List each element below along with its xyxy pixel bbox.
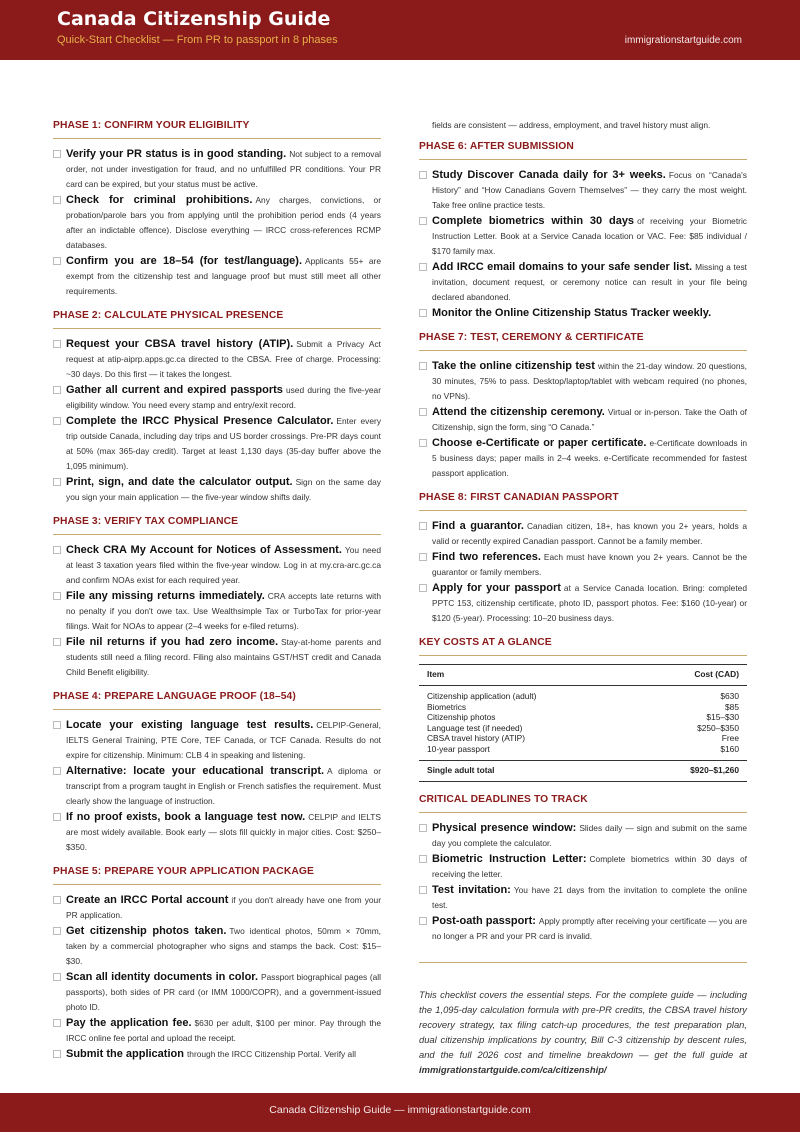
checklist-item	[419, 821, 747, 851]
checkbox-icon[interactable]	[419, 553, 427, 561]
checkbox-icon[interactable]	[419, 408, 427, 416]
checklist-item-text: Not subject to a removal order, not under investigation for fraud, and no unfulfilled PR conditions. Your PR card can be expired, but your status must be active.	[66, 149, 381, 189]
checklist-item-title: Verify your PR status is in good standing.	[66, 148, 287, 160]
cost-value: $250–$350	[697, 722, 739, 733]
checklist-item-text: e-Certificate downloads in 5 business days; paper mails in 2–4 weeks. e-Certificate recommended for fastest passport application.	[432, 438, 747, 478]
checkbox-icon[interactable]	[53, 767, 61, 775]
checklist-item-title: Create an IRCC Portal account	[66, 894, 229, 906]
phase-title: PHASE 2: CALCULATE PHYSICAL PRESENCE	[53, 306, 381, 329]
checkbox-icon[interactable]	[419, 439, 427, 447]
checklist-item	[53, 193, 381, 253]
checklist-item-text: You need at least 3 taxation years filed within the five-year window. Log in at my.cra-arc.gc.ca and confirm NOAs exist for each required year.	[66, 545, 381, 585]
checklist-item-text: You have 21 days from the invitation to complete the online test.	[432, 884, 747, 910]
cost-item: CBSA travel history (ATIP)	[427, 733, 526, 743]
checklist-item-title: Take the online citizenship test	[432, 360, 595, 372]
checklist-item-title: Submit the application	[66, 1048, 184, 1060]
checkbox-icon[interactable]	[53, 257, 61, 265]
page-title: Canada Citizenship Guide	[57, 8, 331, 30]
checklist-item-title: Biometric Instruction Letter:	[432, 852, 587, 865]
checklist-item-title: Complete the IRCC Physical Presence Calculator.	[66, 415, 334, 427]
closing-note-text: This checklist covers the essential steps. For the complete guide — including the 1,095-day calculation formula with pre-PR credits, the CBSA travel history recovery strategy, tax filing catch-up procedures, the test preparation plan, dual citizenship implications by country, Bill C-3 citizenship by descent rules, and the full 2026 cost and timeline breakdown — get the full guide at	[419, 988, 747, 1060]
checkbox-icon[interactable]	[53, 896, 61, 904]
checklist-item-title: Pay the application fee.	[66, 1017, 192, 1029]
checklist-item	[53, 414, 381, 474]
checklist-item	[419, 168, 747, 213]
phase-section	[53, 862, 381, 1062]
checklist-item-text: Submit a Privacy Act request at atip-aiprp.apps.gc.ca directed to the CBSA. Free of charge. Processing: ~30 days. Do this first — it takes the longest.	[66, 339, 381, 379]
costs-table-header	[419, 665, 747, 686]
checklist-item	[419, 581, 747, 626]
deadlines-list	[419, 821, 747, 944]
checklist-item	[53, 1047, 381, 1062]
checkbox-icon[interactable]	[53, 1019, 61, 1027]
deadlines-section	[419, 790, 747, 944]
left-column	[53, 116, 381, 1069]
checklist-item	[419, 214, 747, 259]
costs-total-row	[419, 761, 747, 782]
checklist-item	[53, 475, 381, 505]
checklist-item	[419, 359, 747, 404]
cost-item: 10-year passport	[427, 743, 490, 754]
checklist-item	[53, 147, 381, 192]
phase-title: PHASE 3: VERIFY TAX COMPLIANCE	[53, 512, 381, 535]
checklist-item-text: Focus on “Canada's History” and “How Canadians Govern Themselves” — they carry the most weight. Take free online practice tests.	[432, 170, 747, 210]
checklist-item	[419, 914, 747, 944]
checklist-item-title: Choose e-Certificate or paper certificate.	[432, 437, 647, 449]
phase-section	[419, 488, 747, 626]
checkbox-icon[interactable]	[419, 171, 427, 179]
checkbox-icon[interactable]	[419, 824, 427, 832]
checkbox-icon[interactable]	[419, 855, 427, 863]
phase-title: PHASE 7: TEST, CEREMONY & CERTIFICATE	[419, 328, 747, 351]
checklist-item-text: A diploma or transcript from a program taught in English or French satisfies the requirement. Must clearly show the language of instruction.	[66, 766, 381, 806]
right-column	[419, 118, 747, 1077]
phase-section	[419, 328, 747, 481]
checklist-item-text: CRA accepts late returns with no penalty if you don't owe tax. Use Wealthsimple Tax or TurboTax for prior-year filings. Wait for NOAs to appear (2–4 weeks for e-filed returns).	[66, 591, 381, 631]
checklist-item-title: Scan all identity documents in color.	[66, 971, 259, 983]
checklist-item	[53, 970, 381, 1015]
cost-value: $630	[720, 691, 739, 701]
checklist-item	[53, 254, 381, 299]
checkbox-icon[interactable]	[419, 309, 427, 317]
cost-value: Free	[721, 733, 739, 743]
checkbox-icon[interactable]	[419, 522, 427, 530]
checklist-item-title: Check CRA My Account for Notices of Assessment.	[66, 544, 342, 556]
checkbox-icon[interactable]	[53, 973, 61, 981]
checklist-item-title: Locate your existing language test results.	[66, 719, 314, 731]
checklist-item-title: Complete biometrics within 30 days	[432, 215, 635, 227]
phase-title: PHASE 4: PREPARE LANGUAGE PROOF (18–54)	[53, 687, 381, 710]
costs-row	[419, 686, 747, 702]
checklist-item-text: used during the five-year eligibility window. You need every stamp and entry/exit record.	[66, 385, 381, 410]
checklist-item-title: Monitor the Online Citizenship Status Tracker weekly.	[432, 307, 712, 319]
checklist-item-title: Alternative: locate your educational transcript.	[66, 765, 325, 777]
checkbox-icon[interactable]	[53, 592, 61, 600]
checklist-item	[53, 635, 381, 680]
checkbox-icon[interactable]	[53, 478, 61, 486]
phase-title: PHASE 1: CONFIRM YOUR ELIGIBILITY	[53, 116, 381, 139]
checklist-item-title: Test invitation:	[432, 883, 511, 896]
costs-total-value: $920–$1,260	[635, 761, 747, 782]
checkbox-icon[interactable]	[419, 886, 427, 894]
key-costs-title: KEY COSTS AT A GLANCE	[419, 633, 747, 656]
checklist-item-title: Check for criminal prohibitions.	[66, 194, 253, 206]
costs-col-item: Item	[419, 665, 635, 686]
checklist-item	[53, 810, 381, 855]
checkbox-icon[interactable]	[53, 417, 61, 425]
cost-item: Biometrics	[427, 701, 467, 712]
checklist-item	[419, 260, 747, 305]
footer-text: Canada Citizenship Guide — immigrationstartguide.com	[269, 1104, 531, 1116]
checklist-item	[419, 550, 747, 580]
checkbox-icon[interactable]	[53, 150, 61, 158]
checkbox-icon[interactable]	[53, 721, 61, 729]
checklist-item	[53, 589, 381, 634]
checklist-item	[53, 893, 381, 923]
checklist-item-text: $630 per adult, $100 per minor. Pay through the IRCC online fee portal and upload the receipt.	[66, 1018, 381, 1043]
checkbox-icon[interactable]	[419, 217, 427, 225]
checkbox-icon[interactable]	[419, 263, 427, 271]
phase-section	[419, 137, 747, 321]
phase-title: PHASE 5: PREPARE YOUR APPLICATION PACKAGE	[53, 862, 381, 885]
page-header	[0, 0, 800, 60]
checklist-item-title: File nil returns if you had zero income.	[66, 636, 279, 648]
closing-note	[419, 987, 747, 1077]
phase-section	[53, 116, 381, 299]
checklist-item	[53, 764, 381, 809]
checklist-item-text: Canadian citizen, 18+, has known you 2+ years, holds a valid or recently expired Canadian passport. Cannot be a family member.	[432, 521, 747, 546]
checklist-item	[53, 718, 381, 763]
checklist-item	[53, 924, 381, 969]
phase-title: PHASE 6: AFTER SUBMISSION	[419, 137, 747, 160]
checklist-item-text: within the 21-day window. 20 questions, 30 minutes, 75% to pass. Desktop/laptop/tablet with webcam required (no phones, no VPNs).	[432, 361, 747, 401]
deadlines-title: CRITICAL DEADLINES TO TRACK	[419, 790, 747, 813]
guide-url-link[interactable]: immigrationstartguide.com/ca/citizenship/	[419, 1063, 607, 1075]
page-subtitle: Quick-Start Checklist — From PR to passport in 8 phases	[57, 34, 338, 46]
checklist-item-text: if you don't already have one from your PR application.	[66, 895, 381, 920]
checklist-item-text: Complete biometrics within 30 days of receiving the letter.	[432, 853, 748, 879]
checklist-item-text: CELPIP-General, IELTS General Training, PTE Core, TEF Canada, or TCF Canada. Results do not expire for citizenship. Minimum: CLB 4 in speaking and listening.	[66, 720, 381, 760]
costs-table	[419, 664, 747, 782]
checkbox-icon[interactable]	[53, 386, 61, 394]
cost-item: Language test (if needed)	[427, 722, 523, 733]
checkbox-icon[interactable]	[53, 196, 61, 204]
page-footer	[0, 1093, 800, 1132]
section-divider	[419, 962, 747, 963]
checkbox-icon[interactable]	[53, 1050, 61, 1058]
checklist-item	[419, 436, 747, 481]
costs-row	[419, 702, 747, 713]
checklist-item-text: Slides daily — sign and submit on the same day you complete the calculator.	[432, 822, 747, 848]
checklist-item-text: Any charges, convictions, or probation/parole bars you from applying until the prohibition period ends (4 years after an indictable offence). Disclose everything — IRCC cross-references RCMP databases.	[66, 195, 381, 250]
checklist-item	[419, 519, 747, 549]
checklist-item-text: Each must have known you 2+ years. Cannot be the guarantor or family members.	[432, 552, 747, 577]
checkbox-icon[interactable]	[53, 927, 61, 935]
checklist-item-title: Apply for your passport	[432, 582, 561, 594]
checklist-item-text: Apply promptly after receiving your certificate — you are no longer a PR and your PR card is invalid.	[432, 915, 747, 941]
phase-section	[53, 306, 381, 505]
checklist-item-title: Print, sign, and date the calculator output.	[66, 476, 293, 488]
checklist-item-text: CELPIP and IELTS are most widely available. Book early — slots fill quickly in major cities. Cost: $250–$350.	[66, 812, 381, 852]
checklist-item	[419, 883, 747, 913]
checklist-item-text: Two identical photos, 50mm × 70mm, taken by a commercial photographer who signs and stamps the back. Cost: $15–$30.	[66, 926, 381, 966]
checklist-item-title: Get citizenship photos taken.	[66, 925, 227, 937]
checklist-item	[419, 405, 747, 435]
checkbox-icon[interactable]	[419, 917, 427, 925]
key-costs-section	[419, 633, 747, 782]
cost-item: Citizenship photos	[427, 712, 496, 722]
phase-title: PHASE 8: FIRST CANADIAN PASSPORT	[419, 488, 747, 511]
cost-value: $15–$30	[706, 712, 739, 722]
phase-section	[53, 512, 381, 680]
checklist-item-title: Confirm you are 18–54 (for test/language).	[66, 255, 303, 267]
checklist-item-title: Find two references.	[432, 551, 541, 563]
checklist-item-text: Stay-at-home parents and students still need a filing record. Filing also maintains GST/HST credit and Canada Child Benefit eligibility.	[66, 637, 381, 677]
checklist-item-text: Sign on the same day you sign your main application — the five-year window shifts daily.	[66, 477, 381, 502]
header-site-link[interactable]: immigrationstartguide.com	[624, 35, 742, 46]
checklist-item	[419, 306, 747, 321]
checkbox-icon[interactable]	[53, 638, 61, 646]
checkbox-icon[interactable]	[53, 340, 61, 348]
costs-row	[419, 733, 747, 744]
costs-row	[419, 712, 747, 723]
costs-col-cost: Cost (CAD)	[635, 665, 747, 686]
checklist-item-text: through the IRCC Citizenship Portal. Verify all	[186, 1049, 356, 1059]
checklist-item-title: Study Discover Canada daily for 3+ weeks.	[432, 169, 666, 181]
checklist-item-title: Add IRCC email domains to your safe sender list.	[432, 261, 693, 273]
checklist-item-title: Request your CBSA travel history (ATIP).	[66, 338, 294, 350]
checklist-item-text: Applicants 55+ are exempt from the citizenship test and language proof but must still meet all other requirements.	[66, 256, 382, 296]
right-phases	[419, 137, 747, 626]
checkbox-icon[interactable]	[53, 546, 61, 554]
checklist-item-title: If no proof exists, book a language test now.	[66, 811, 306, 823]
checklist-item-text: Missing a test invitation, document request, or ceremony notice can result in your file being declared abandoned.	[432, 262, 747, 302]
checkbox-icon[interactable]	[419, 584, 427, 592]
phase-section	[53, 687, 381, 855]
checklist-item-title: File any missing returns immediately.	[66, 590, 265, 602]
cost-value: $160	[720, 743, 739, 754]
checklist-item-title: Find a guarantor.	[432, 520, 524, 532]
continued-text: fields are consistent — address, employment, and travel history must align.	[432, 120, 711, 130]
cost-item: Citizenship application (adult)	[427, 691, 537, 701]
checklist-item-title: Post-oath passport:	[432, 914, 536, 927]
checklist-item	[53, 543, 381, 588]
checkbox-icon[interactable]	[419, 362, 427, 370]
costs-table-body	[419, 686, 747, 761]
checklist-item-text: at a Service Canada location. Bring: completed PPTC 153, citizenship certificate, photo ID, passport photos. Fee: $160 (10-year) or $120 (5-year). Processing: 10–20 business days.	[432, 583, 747, 623]
checklist-item	[53, 383, 381, 413]
checklist-item-title: Gather all current and expired passports	[66, 384, 283, 396]
checklist-item	[53, 1016, 381, 1046]
costs-row	[419, 744, 747, 761]
costs-row	[419, 723, 747, 734]
checklist-item	[53, 337, 381, 382]
checklist-item-text: Passport biographical pages (all passports), both sides of PR card (or IMM 1000/COPR), and a government-issued photo ID.	[66, 972, 381, 1012]
cost-value: $85	[725, 701, 739, 712]
costs-total-label: Single adult total	[419, 761, 635, 782]
checklist-item	[419, 852, 747, 882]
checklist-item-text: Enter every trip outside Canada, including day trips and US border crossings. Pre-PR days count at 50% (max 365-day credit). Target at least 1,130 days (35-day buffer above the 1,095 minimum).	[66, 416, 382, 471]
checklist-item-title: Physical presence window:	[432, 821, 577, 834]
checklist-item-title: Attend the citizenship ceremony.	[432, 406, 605, 418]
checklist-item-text: Virtual or in-person. Take the Oath of Citizenship, sign the form, sing “O Canada.”	[432, 407, 747, 432]
checkbox-icon[interactable]	[53, 813, 61, 821]
checklist-item-text: of receiving your Biometric Instruction Letter. Book at a Service Canada location or VAC. Fee: $85 individual / $170 family max.	[432, 216, 747, 256]
